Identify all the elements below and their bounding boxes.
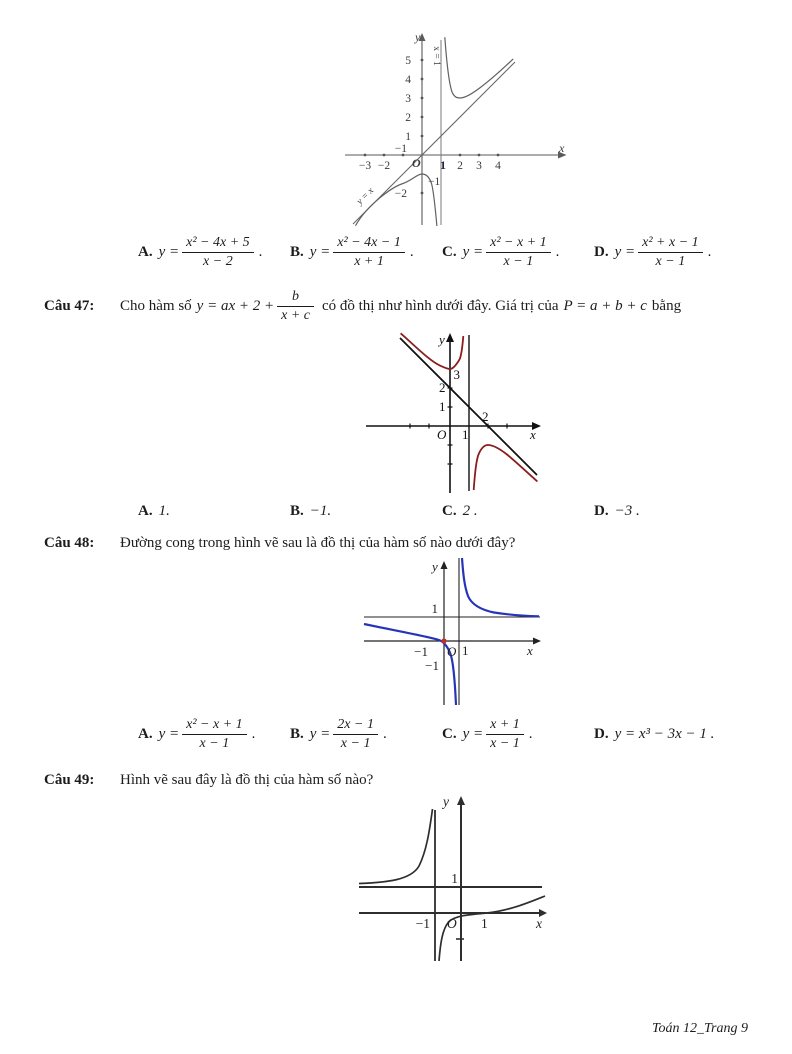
tick (421, 97, 424, 100)
curve-upper-branch (462, 558, 539, 616)
option-value: 2 . (462, 502, 478, 519)
y-axis-arrow-icon (446, 333, 454, 342)
option-label: B. (290, 243, 304, 260)
option-formula: y = $\frac{2x - 1}{x - 1}$ . (309, 716, 387, 751)
option-q46-d (594, 235, 711, 269)
y-tick-1: 1 (450, 871, 458, 886)
question-48 (0, 532, 792, 554)
x-tick-m3: −3 (358, 160, 372, 172)
question-49 (0, 769, 792, 791)
option-q47-a (138, 503, 290, 520)
graph-q48 (362, 558, 542, 705)
neg1-label: −1 (394, 143, 407, 155)
option-label: D. (594, 243, 609, 260)
y-tick-m2: −2 (394, 188, 407, 200)
option-value: −3 . (614, 502, 640, 519)
option-q48-d (594, 726, 714, 743)
x-tick-m1: −1 (415, 916, 430, 931)
curve-upper-left-branch (359, 809, 433, 884)
y-tick-m1: −1 (428, 176, 441, 188)
tick (421, 116, 424, 119)
graph-q47 (360, 331, 545, 494)
curve-lower-branch (364, 624, 456, 705)
x-tick-2: 2 (457, 160, 463, 172)
origin-label: O (447, 644, 457, 659)
x-axis-label: x (527, 643, 533, 658)
question-number: Câu 48: (44, 534, 95, 551)
option-label: C. (442, 243, 457, 260)
y-tick-1: 1 (405, 131, 411, 143)
tick (459, 154, 462, 157)
tick (383, 154, 386, 157)
options-row-q48 (0, 710, 792, 758)
figure-q48 (0, 558, 792, 705)
option-value: 1. (158, 502, 170, 519)
option-formula: y = $\frac{\text{x² − 4x + 5}}{x - 2}$ . (158, 234, 263, 269)
question-number: Câu 47: (44, 297, 95, 314)
option-label: B. (290, 502, 304, 519)
option-value: −1. (309, 502, 332, 519)
option-q47-d (594, 503, 640, 520)
x-axis-label: x (529, 427, 536, 442)
x-tick-1: 1 (462, 643, 469, 658)
tick (364, 154, 367, 157)
y-tick-4: 4 (405, 74, 411, 86)
y-axis-arrow-icon (441, 561, 448, 569)
option-q48-c (442, 717, 594, 751)
question-number: Câu 49: (44, 771, 95, 788)
y-tick-1: 1 (438, 399, 445, 414)
asymptote-label: x = 1 (431, 46, 441, 66)
figure-q49 (0, 793, 792, 961)
option-formula: y = $\frac{\text{x² − x + 1}}{x - 1}$ . (158, 716, 256, 751)
graph-q49 (355, 793, 550, 961)
y-tick-m1: −1 (425, 658, 439, 673)
options-row-q47 (0, 500, 792, 522)
option-q47-c (442, 503, 594, 520)
curve-right-branch (473, 445, 537, 490)
origin-dot (441, 638, 446, 643)
option-label: D. (594, 725, 609, 742)
page-footer: Toán 12_Trang 9 (652, 1021, 748, 1036)
x-axis-label: x (559, 141, 565, 155)
option-label: B. (290, 725, 304, 742)
tick (421, 192, 424, 195)
option-q46-c (442, 235, 594, 269)
option-label: A. (138, 502, 153, 519)
option-label: D. (594, 502, 609, 519)
origin-label: O (436, 427, 446, 442)
y-axis-arrow-icon (457, 796, 465, 805)
y-tick-3: 3 (405, 93, 411, 105)
curve-left-branch (400, 333, 463, 369)
x-tick-1: 1 (461, 427, 468, 442)
origin-label: O (446, 916, 457, 931)
curve-upper-branch (445, 37, 513, 98)
x-tick-1: 1 (480, 916, 488, 931)
option-q48-b (290, 717, 442, 751)
options-row-q46 (0, 229, 792, 275)
line-label: y = x (355, 186, 377, 208)
option-formula: y = $\frac{\text{x² − 4x − 1}}{x + 1}$ . (309, 234, 414, 269)
x-axis-arrow-icon (533, 638, 541, 645)
x-axis-label: x (535, 916, 542, 931)
question-47 (0, 283, 792, 329)
graph-q46 (337, 30, 567, 226)
question-text: Đường cong trong hình vẽ sau là đồ thị của hàm số nào dưới đây? (120, 534, 516, 551)
y-tick-5: 5 (405, 55, 411, 67)
x-tick-m1: −1 (414, 644, 428, 659)
y-tick-1: 1 (431, 601, 438, 616)
x-tick-m2: −2 (377, 160, 391, 172)
tick (421, 78, 424, 81)
exam-page (0, 30, 792, 1054)
option-label: A. (138, 243, 153, 260)
y-axis-label: y (415, 30, 421, 44)
option-formula: y = $\frac{\text{x² − x + 1}}{x - 1}$ . (462, 234, 560, 269)
option-label: A. (138, 725, 153, 742)
option-label: C. (442, 725, 457, 742)
option-formula: y = $\frac{\text{x² + x − 1}}{x - 1}$ . (614, 234, 712, 269)
figure-q47 (0, 331, 792, 494)
x-tick-1: 1 (440, 158, 446, 172)
y-axis-label: y (432, 559, 438, 574)
option-q47-b (290, 503, 442, 520)
option-formula: y = $\frac{x + 1}{x - 1}$ . (462, 716, 533, 751)
tick (421, 59, 424, 62)
tick (421, 135, 424, 138)
x-tick-3: 3 (476, 160, 482, 172)
question-text: Hình vẽ sau đây là đồ thị của hàm số nào? (120, 771, 374, 788)
y-tick-2: 2 (438, 380, 445, 395)
x-tick-4: 4 (495, 160, 501, 172)
y-axis-label: y (438, 332, 445, 347)
option-q46-b (290, 235, 442, 269)
figure-q46 (0, 30, 792, 225)
option-value: y = x³ − 3x − 1 . (614, 725, 715, 742)
y-axis-label: y (442, 794, 449, 809)
option-q48-a (138, 717, 290, 751)
tick (478, 154, 481, 157)
question-text: Cho hàm số y = ax + 2 + $\frac{b}{x + c}$ có đồ thị như hình dưới đây. Giá trị của P = a + b + c bằng (120, 288, 682, 323)
tick (497, 154, 500, 157)
y-tick-3: 3 (453, 367, 460, 382)
x-tick-2: 2 (481, 409, 488, 424)
option-q46-a (138, 235, 290, 269)
option-label: C. (442, 502, 457, 519)
y-tick-2: 2 (405, 112, 411, 124)
origin-label: O (412, 156, 421, 170)
